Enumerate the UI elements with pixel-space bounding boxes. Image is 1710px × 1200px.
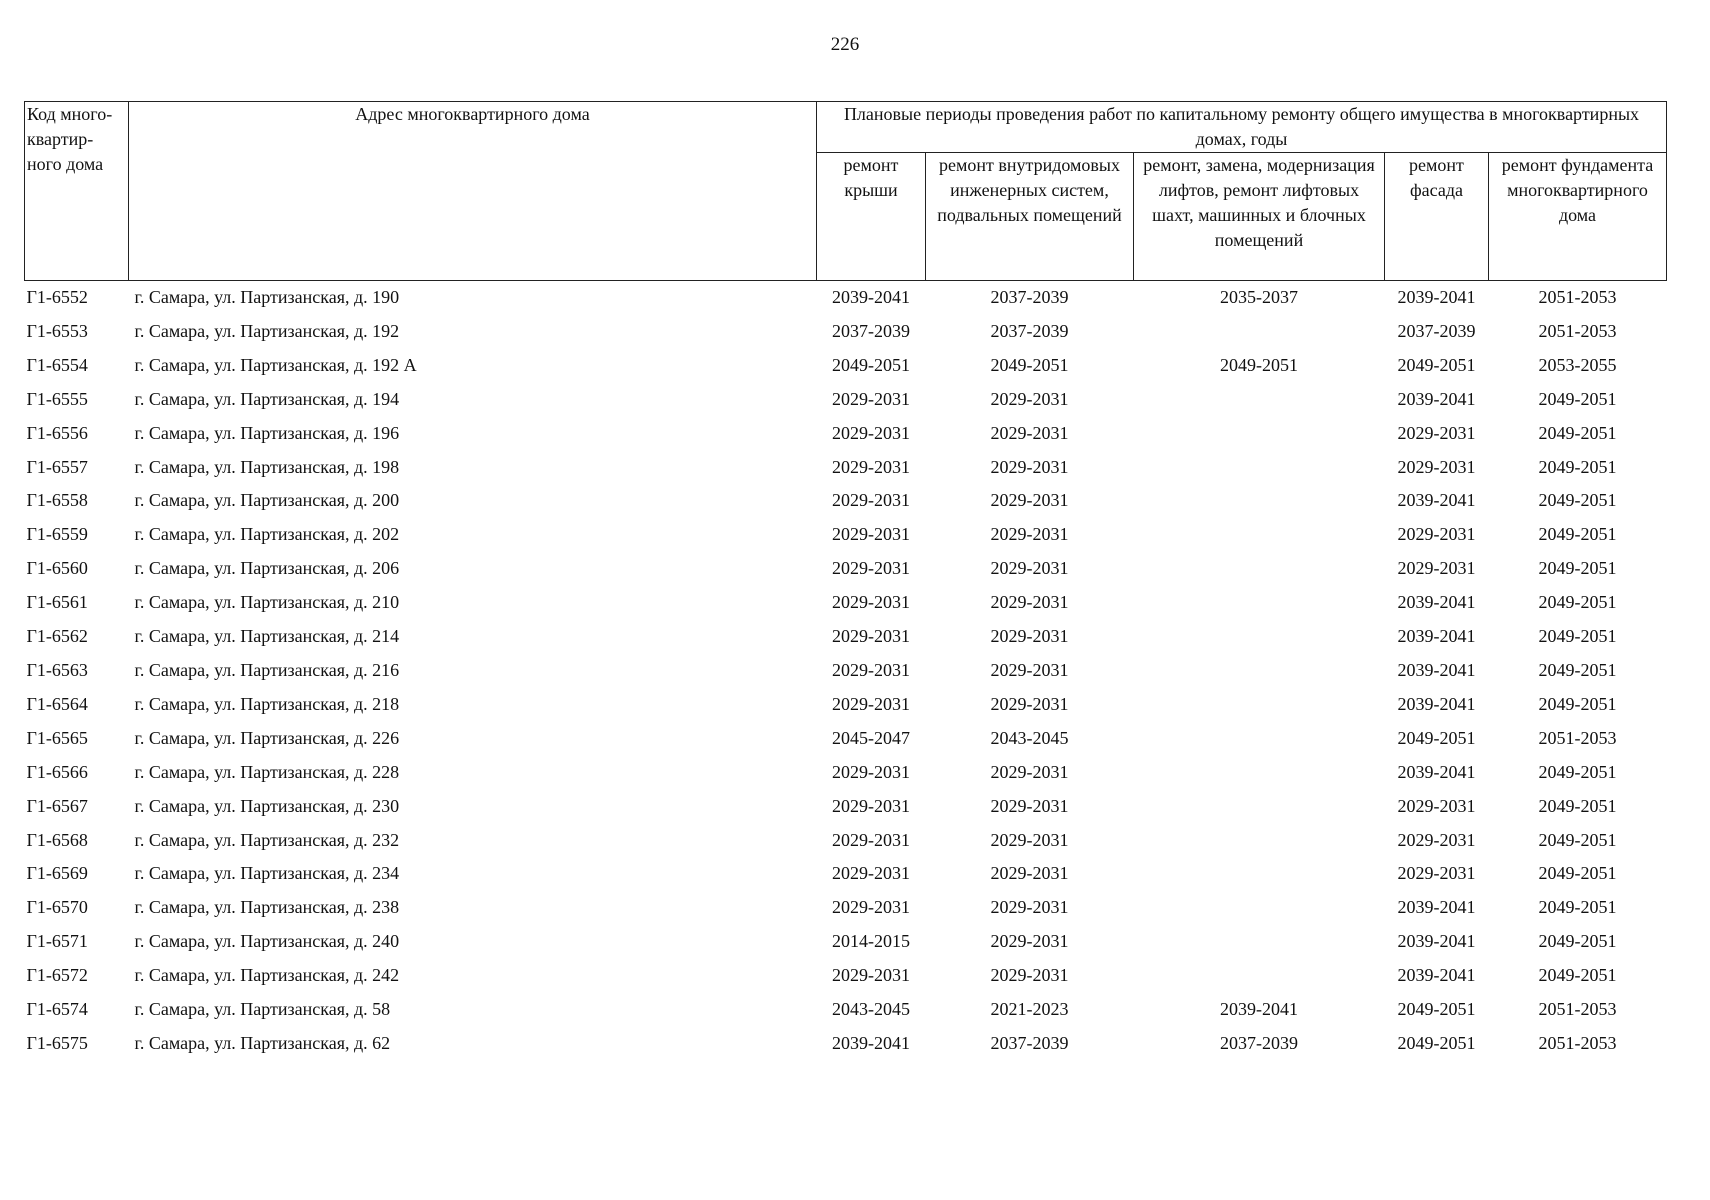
cell-elevators [1134,383,1385,417]
cell-foundation: 2051-2053 [1538,727,1617,748]
cell-elevators [1134,688,1385,722]
cell-engineering: 2043-2045 [990,727,1069,748]
cell-engineering: 2029-2031 [990,422,1069,443]
cell-foundation: 2051-2053 [1538,320,1617,341]
cell-code: Г1-6575 [26,1032,88,1053]
table-row [25,993,1667,1027]
table-row [25,790,1667,824]
cell-engineering: 2029-2031 [990,863,1069,884]
cell-roof: 2029-2031 [832,829,910,850]
cell-foundation: 2049-2051 [1538,931,1617,952]
cell-elevators: 2039-2041 [1220,999,1298,1020]
cell-code: Г1-6561 [26,592,88,613]
table-row [25,722,1667,756]
cell-address: г. Самара, ул. Партизанская, д. 202 [134,524,400,545]
cell-foundation: 2051-2053 [1538,1032,1617,1053]
table-row [25,315,1667,349]
cell-address: г. Самара, ул. Партизанская, д. 218 [134,693,400,714]
capital-repair-table [24,101,1667,1061]
cell-engineering: 2029-2031 [990,626,1069,647]
table-header [25,102,1667,281]
cell-engineering: 2029-2031 [990,897,1069,918]
cell-code: Г1-6559 [26,524,88,545]
header-roof: ремонт крыши [817,153,926,281]
table-row [25,959,1667,993]
cell-engineering: 2021-2023 [990,999,1069,1020]
cell-elevators [1134,417,1385,451]
cell-facade: 2039-2041 [1397,659,1476,680]
cell-address: г. Самара, ул. Партизанская, д. 196 [134,422,400,443]
cell-code: Г1-6570 [26,897,88,918]
cell-roof: 2029-2031 [832,897,910,918]
cell-address: г. Самара, ул. Партизанская, д. 190 [134,287,400,307]
cell-elevators [1134,891,1385,925]
cell-facade: 2037-2039 [1397,320,1476,341]
cell-foundation: 2051-2053 [1538,999,1617,1020]
cell-code: Г1-6554 [26,354,88,375]
cell-foundation: 2049-2051 [1538,693,1617,714]
cell-elevators [1134,586,1385,620]
cell-foundation: 2049-2051 [1538,558,1617,579]
cell-engineering: 2037-2039 [990,1032,1069,1053]
cell-code: Г1-6569 [26,863,88,884]
table-row [25,552,1667,586]
cell-elevators [1134,722,1385,756]
cell-facade: 2039-2041 [1397,965,1476,986]
cell-engineering: 2029-2031 [990,659,1069,680]
cell-facade: 2039-2041 [1397,287,1476,307]
table-row [25,824,1667,858]
cell-address: г. Самара, ул. Партизанская, д. 200 [134,490,400,511]
cell-address: г. Самара, ул. Партизанская, д. 206 [134,558,400,579]
cell-roof: 2029-2031 [832,863,910,884]
cell-facade: 2049-2051 [1397,999,1476,1020]
cell-engineering: 2029-2031 [990,524,1069,545]
cell-elevators [1134,518,1385,552]
cell-foundation: 2049-2051 [1538,761,1617,782]
cell-facade: 2039-2041 [1397,626,1476,647]
cell-code: Г1-6566 [26,761,88,782]
table-row [25,857,1667,891]
cell-elevators: 2035-2037 [1220,287,1298,307]
cell-address: г. Самара, ул. Партизанская, д. 226 [134,727,400,748]
cell-roof: 2049-2051 [832,354,910,375]
table-row [25,756,1667,790]
cell-elevators [1134,756,1385,790]
table-body [25,281,1667,1061]
cell-facade: 2039-2041 [1397,490,1476,511]
cell-address: г. Самара, ул. Партизанская, д. 62 [134,1032,391,1053]
cell-code: Г1-6562 [26,626,88,647]
table-row [25,484,1667,518]
cell-code: Г1-6563 [26,659,88,680]
table-row [25,349,1667,383]
cell-foundation: 2049-2051 [1538,829,1617,850]
cell-engineering: 2029-2031 [990,592,1069,613]
cell-elevators [1134,620,1385,654]
cell-engineering: 2029-2031 [990,558,1069,579]
cell-address: г. Самара, ул. Партизанская, д. 242 [134,965,400,986]
header-code: Код много-квартир-ного дома [25,102,129,281]
cell-engineering: 2029-2031 [990,693,1069,714]
cell-code: Г1-6574 [26,999,88,1020]
cell-roof: 2029-2031 [832,592,910,613]
cell-engineering: 2029-2031 [990,388,1069,409]
table-row [25,518,1667,552]
cell-roof: 2043-2045 [832,999,910,1020]
cell-facade: 2049-2051 [1397,354,1476,375]
cell-address: г. Самара, ул. Партизанская, д. 228 [134,761,400,782]
table-row [25,281,1667,315]
cell-elevators [1134,552,1385,586]
cell-engineering: 2029-2031 [990,761,1069,782]
cell-facade: 2049-2051 [1397,727,1476,748]
cell-address: г. Самара, ул. Партизанская, д. 230 [134,795,400,816]
cell-address: г. Самара, ул. Партизанская, д. 232 [134,829,400,850]
cell-roof: 2029-2031 [832,524,910,545]
cell-code: Г1-6553 [26,320,88,341]
header-foundation: ремонт фундамента многоквартирного дома [1489,153,1667,281]
cell-roof: 2029-2031 [832,659,910,680]
cell-elevators: 2049-2051 [1220,354,1298,375]
cell-facade: 2029-2031 [1397,829,1476,850]
cell-roof: 2039-2041 [832,1032,910,1053]
cell-foundation: 2053-2055 [1538,354,1617,375]
cell-roof: 2045-2047 [832,727,910,748]
cell-engineering: 2037-2039 [990,287,1069,307]
cell-code: Г1-6555 [26,388,88,409]
header-engineering: ремонт внутридомовых инженерных систем, подвальных помещений [926,153,1134,281]
cell-code: Г1-6565 [26,727,88,748]
table-row [25,654,1667,688]
table-row [25,925,1667,959]
cell-code: Г1-6556 [26,422,88,443]
cell-foundation: 2049-2051 [1538,422,1617,443]
cell-roof: 2029-2031 [832,490,910,511]
cell-foundation: 2049-2051 [1538,897,1617,918]
cell-code: Г1-6564 [26,693,88,714]
cell-facade: 2029-2031 [1397,863,1476,884]
cell-facade: 2039-2041 [1397,761,1476,782]
cell-address: г. Самара, ул. Партизанская, д. 58 [134,999,391,1020]
cell-address: г. Самара, ул. Партизанская, д. 234 [134,863,400,884]
cell-address: г. Самара, ул. Партизанская, д. 238 [134,897,400,918]
cell-engineering: 2029-2031 [990,829,1069,850]
cell-facade: 2039-2041 [1397,897,1476,918]
cell-roof: 2039-2041 [832,287,910,307]
cell-roof: 2029-2031 [832,388,910,409]
cell-code: Г1-6558 [26,490,88,511]
cell-facade: 2029-2031 [1397,422,1476,443]
cell-code: Г1-6560 [26,558,88,579]
cell-roof: 2029-2031 [832,626,910,647]
cell-code: Г1-6552 [26,287,88,307]
cell-code: Г1-6557 [26,456,88,477]
cell-elevators [1134,857,1385,891]
cell-elevators [1134,484,1385,518]
cell-roof: 2037-2039 [832,320,910,341]
cell-elevators [1134,790,1385,824]
cell-roof: 2029-2031 [832,456,910,477]
cell-roof: 2029-2031 [832,761,910,782]
cell-address: г. Самара, ул. Партизанская, д. 210 [134,592,400,613]
cell-engineering: 2037-2039 [990,320,1069,341]
cell-address: г. Самара, ул. Партизанская, д. 216 [134,659,400,680]
cell-foundation: 2049-2051 [1538,659,1617,680]
cell-address: г. Самара, ул. Партизанская, д. 240 [134,931,400,952]
cell-address: г. Самара, ул. Партизанская, д. 192 [134,320,400,341]
cell-engineering: 2029-2031 [990,965,1069,986]
cell-elevators: 2037-2039 [1220,1032,1298,1053]
header-address: Адрес многоквартирного дома [129,102,817,281]
table-row [25,688,1667,722]
cell-roof: 2029-2031 [832,965,910,986]
cell-roof: 2029-2031 [832,422,910,443]
cell-foundation: 2049-2051 [1538,456,1617,477]
cell-facade: 2029-2031 [1397,795,1476,816]
cell-facade: 2039-2041 [1397,388,1476,409]
cell-engineering: 2029-2031 [990,490,1069,511]
cell-elevators [1134,315,1385,349]
cell-address: г. Самара, ул. Партизанская, д. 214 [134,626,400,647]
cell-foundation: 2051-2053 [1538,287,1617,307]
cell-foundation: 2049-2051 [1538,490,1617,511]
cell-elevators [1134,654,1385,688]
cell-code: Г1-6572 [26,965,88,986]
cell-roof: 2029-2031 [832,693,910,714]
cell-elevators [1134,959,1385,993]
cell-code: Г1-6571 [26,931,88,952]
cell-foundation: 2049-2051 [1538,965,1617,986]
cell-address: г. Самара, ул. Партизанская, д. 198 [134,456,400,477]
cell-facade: 2049-2051 [1397,1032,1476,1053]
cell-foundation: 2049-2051 [1538,524,1617,545]
cell-foundation: 2049-2051 [1538,863,1617,884]
header-periods-group: Плановые периоды проведения работ по капитальному ремонту общего имущества в многоквартирных домах, годы [817,102,1667,153]
header-elevators: ремонт, замена, модернизация лифтов, ремонт лифтовых шахт, машинных и блочных помещений [1134,153,1385,281]
cell-roof: 2029-2031 [832,795,910,816]
cell-elevators [1134,451,1385,485]
cell-engineering: 2029-2031 [990,456,1069,477]
table-row [25,620,1667,654]
cell-elevators [1134,925,1385,959]
cell-foundation: 2049-2051 [1538,592,1617,613]
table-row [25,417,1667,451]
cell-foundation: 2049-2051 [1538,795,1617,816]
cell-roof: 2014-2015 [832,931,910,952]
cell-facade: 2039-2041 [1397,592,1476,613]
cell-facade: 2029-2031 [1397,558,1476,579]
cell-facade: 2029-2031 [1397,524,1476,545]
table-row [25,383,1667,417]
cell-code: Г1-6568 [26,829,88,850]
table-row [25,1027,1667,1061]
cell-address: г. Самара, ул. Партизанская, д. 192 А [134,354,417,375]
cell-foundation: 2049-2051 [1538,388,1617,409]
cell-facade: 2039-2041 [1397,693,1476,714]
table-row [25,451,1667,485]
table-row [25,891,1667,925]
cell-engineering: 2029-2031 [990,931,1069,952]
cell-code: Г1-6567 [26,795,88,816]
header-facade: ремонт фасада [1385,153,1489,281]
cell-engineering: 2049-2051 [990,354,1069,375]
cell-engineering: 2029-2031 [990,795,1069,816]
page-number: 226 [830,34,860,55]
cell-facade: 2029-2031 [1397,456,1476,477]
cell-foundation: 2049-2051 [1538,626,1617,647]
cell-facade: 2039-2041 [1397,931,1476,952]
cell-elevators [1134,824,1385,858]
table-row [25,586,1667,620]
cell-roof: 2029-2031 [832,558,910,579]
cell-address: г. Самара, ул. Партизанская, д. 194 [134,388,400,409]
